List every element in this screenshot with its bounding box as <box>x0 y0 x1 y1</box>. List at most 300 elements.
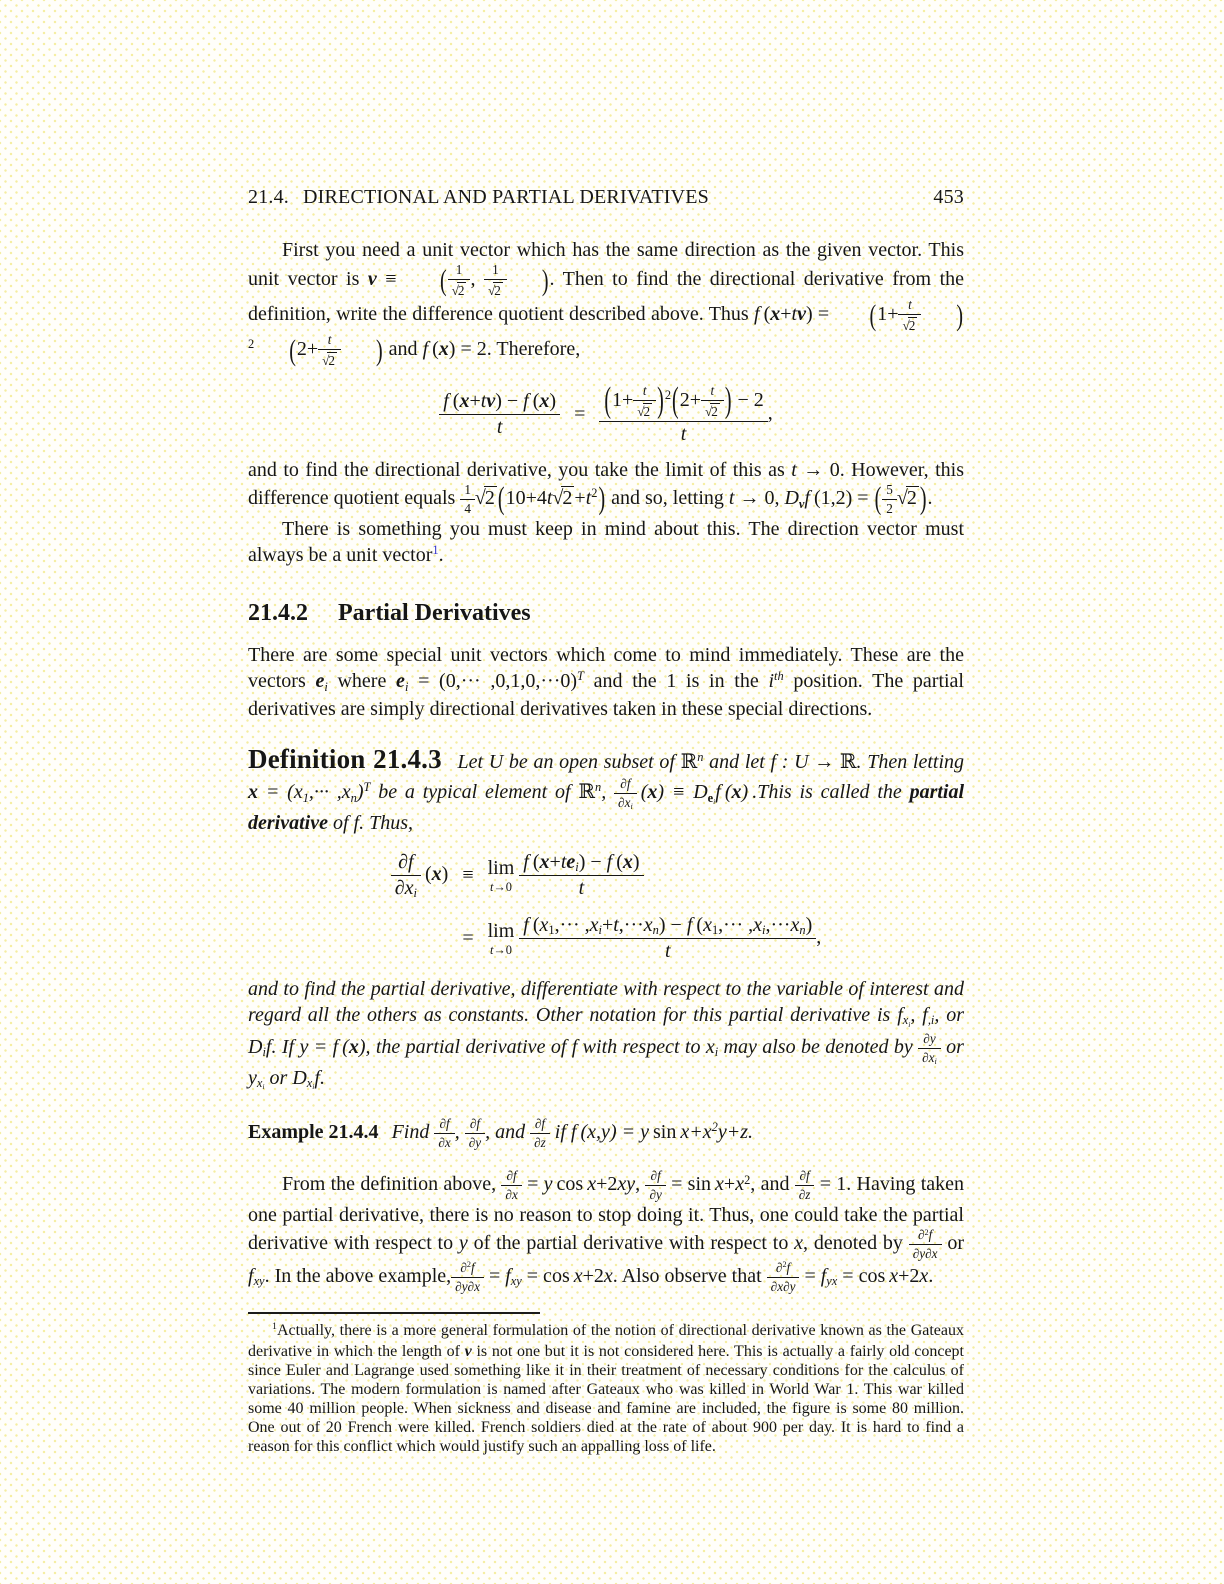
fraction-numerator <box>795 1169 815 1186</box>
italic-text: y <box>458 1232 468 1255</box>
equation-relation: ≡ <box>462 863 474 886</box>
fraction <box>448 263 471 298</box>
limit-subscript: t→0 <box>489 879 512 894</box>
block-label: Example 21.4.4 <box>248 1120 379 1143</box>
superscript: 2 <box>664 388 672 403</box>
italic-text: f <box>248 1264 254 1287</box>
superscript: 2 <box>591 486 598 501</box>
fraction-numerator: 1 <box>448 263 471 280</box>
italic-text: t <box>642 383 647 399</box>
chapter-title: DIRECTIONAL AND PARTIAL DERIVATIVES <box>303 186 709 208</box>
italic-text: f <box>770 751 777 774</box>
italic-text: x <box>735 1173 745 1196</box>
left-paren: ( <box>869 299 877 333</box>
italic-text: y <box>640 1120 649 1143</box>
italic-text: f <box>820 1264 827 1287</box>
italic-text: i <box>934 1057 937 1067</box>
fraction-numerator <box>391 852 421 876</box>
italic-text: x <box>306 1076 313 1091</box>
italic-text: D <box>693 781 708 804</box>
superscript <box>595 780 601 794</box>
subscript: 1 <box>302 790 309 805</box>
italic-text: y <box>475 1134 482 1150</box>
roman-text: ∂ <box>775 1259 783 1275</box>
italic-text: y <box>789 1278 796 1294</box>
para-partial-notation: and to find the partial derivative, differentiate with respect to the variable of interest and regard all the others as constants. Other notation for this partial derivative is fxi, f,i, or Dif. If y = f (x), the partial derivative of f with respect to xi may also be denoted by $\frac{\partial y}{\partial xi}$ or yxi or Dxif. <box>248 977 965 1092</box>
italic-text: z <box>740 1120 749 1143</box>
eq-difference-quotient <box>248 380 964 446</box>
fraction-denominator <box>501 1186 521 1202</box>
square-root <box>475 487 497 509</box>
superscript: 2 <box>744 1172 751 1187</box>
fraction <box>501 1169 521 1202</box>
italic-text: f <box>408 850 414 873</box>
italic-text: f <box>443 390 449 413</box>
italic-text: f <box>541 1115 546 1131</box>
italic-text: y <box>543 1173 553 1196</box>
italic-text: i <box>413 886 417 901</box>
fraction <box>795 1169 815 1202</box>
subscript <box>708 791 716 805</box>
equation-rhs <box>488 852 822 899</box>
equation-relation: = <box>462 926 474 949</box>
fraction <box>909 1228 942 1261</box>
running-header-left <box>248 186 709 209</box>
italic-text: x <box>919 1264 929 1287</box>
italic-text: x <box>702 1120 712 1143</box>
bold-italic-text: x <box>770 303 781 326</box>
roman-text: ℝ <box>680 751 698 774</box>
right-paren: ) <box>724 380 732 421</box>
left-paren: ( <box>672 380 679 421</box>
italic-text: f <box>422 338 429 361</box>
fraction-numerator <box>614 777 637 794</box>
fraction-denominator <box>909 1245 942 1261</box>
italic-text: f <box>353 811 360 834</box>
radical-sign: √ <box>637 403 644 419</box>
square-root <box>902 318 917 333</box>
italic-text: x <box>715 1173 724 1196</box>
subscript <box>826 1274 837 1288</box>
section-heading-title: Partial Derivatives <box>338 599 531 626</box>
subscript <box>799 923 805 937</box>
italic-text: f <box>806 1168 810 1184</box>
italic-text: t <box>327 332 332 348</box>
radicand: 2 <box>457 282 465 298</box>
italic-text: x <box>680 1120 690 1143</box>
roman-text: ∂ <box>799 1168 806 1184</box>
subscript <box>254 1274 265 1288</box>
roman-text: sin <box>648 1120 681 1143</box>
superscript: 2 <box>924 1227 929 1237</box>
fraction-numerator <box>645 1169 665 1186</box>
italic-text: i <box>262 1045 266 1060</box>
italic-text: f <box>445 1115 450 1131</box>
fraction-numerator <box>909 1228 942 1245</box>
italic-text: f <box>523 913 529 936</box>
italic-text: n <box>595 780 602 795</box>
fraction <box>318 333 341 368</box>
roman-text: ∂ <box>438 1134 445 1150</box>
radical-sign: √ <box>451 282 458 298</box>
roman-text: ∂ <box>468 1134 476 1150</box>
roman-text: ∂ <box>770 1278 778 1294</box>
italic-text: x <box>928 1049 935 1065</box>
italic-text: f <box>606 850 613 873</box>
italic-text: t <box>480 390 487 413</box>
fraction <box>882 483 897 516</box>
page-content <box>248 237 964 1456</box>
fraction-numerator: f (x+tv) − f (x) <box>439 391 560 415</box>
limit-subscript: t→0 <box>489 942 512 957</box>
italic-text: f <box>686 913 693 936</box>
subscript <box>414 886 417 900</box>
bold-italic-text: v <box>798 496 805 511</box>
italic-text: y <box>299 1035 309 1058</box>
italic-text: t <box>578 876 585 899</box>
italic-text: f <box>928 1227 933 1243</box>
subscript <box>935 1057 937 1066</box>
fraction <box>633 384 656 419</box>
radicand: 2 <box>484 487 495 510</box>
roman-text: ∂ <box>439 1115 446 1131</box>
fraction <box>898 298 921 333</box>
equation-lhs: $\frac{\partial f}{\partial xi}$ (x) <box>391 852 449 899</box>
example-21-4-4: Example 21.4.4 Find $\frac{\partial f}{\partial x}$ , $\frac{\partial f}{\partial y}$ , and $\frac{\partial f}{\partial z}$ if f (x,y) = y $\sin x+x^2y+z$. <box>248 1115 754 1150</box>
italic-text: D <box>292 1066 307 1089</box>
bold-italic-text: x <box>647 781 658 804</box>
subscript <box>307 1076 315 1090</box>
italic-text: t <box>489 942 494 957</box>
italic-text: i <box>768 670 774 693</box>
footnote-ref-link[interactable]: 1 <box>432 543 439 558</box>
italic-text: f <box>513 1168 517 1184</box>
italic-text: x <box>753 913 763 936</box>
italic-text: i <box>312 1082 315 1092</box>
italic-text: i <box>630 802 633 812</box>
bold-italic-text: x <box>248 781 258 804</box>
bold-italic-text: x <box>459 390 470 413</box>
fraction-denominator <box>614 794 637 810</box>
fraction-numerator <box>918 1032 941 1049</box>
fraction <box>614 777 637 810</box>
italic-text: D <box>248 1035 263 1058</box>
superscript: 2 <box>248 337 255 352</box>
italic-text: x <box>777 1278 784 1294</box>
italic-text: t <box>496 416 503 439</box>
italic-text: x <box>293 781 303 804</box>
fraction <box>701 384 724 419</box>
bold-italic-text: x <box>348 1035 359 1058</box>
roman-text: ℝ <box>839 751 857 774</box>
roman-text: ∂ <box>923 1030 930 1046</box>
italic-text: i <box>324 679 328 694</box>
italic-text: f <box>523 850 529 873</box>
radicand: 2 <box>711 403 718 419</box>
italic-text: t <box>791 303 798 326</box>
fraction-numerator <box>318 333 341 350</box>
subscript: 1 <box>711 923 719 938</box>
limit-operator <box>488 921 515 956</box>
bold-italic-text: x <box>539 390 550 413</box>
fraction-denominator <box>898 315 921 333</box>
italic-text: U <box>488 751 504 774</box>
equation-rhs: (1+ $\frac{t}{√2}$ )$^2$(2+ $\frac{t}{√2}$ ) − 2 t , <box>599 384 772 445</box>
fraction <box>451 1261 484 1294</box>
italic-text: f <box>571 1035 578 1058</box>
fraction-numerator <box>530 1117 550 1134</box>
italic-text: n <box>697 750 704 765</box>
italic-text: f <box>804 487 810 510</box>
fraction-numerator: 1 <box>460 483 475 500</box>
roman-text: ∂ <box>917 1227 925 1243</box>
italic-text: t <box>791 459 797 482</box>
limit-operator <box>488 858 515 893</box>
italic-text: t <box>680 423 687 446</box>
bold-italic-text: x <box>622 850 633 873</box>
left-paren: ( <box>497 481 505 518</box>
italic-text: t <box>489 879 494 894</box>
italic-text: x <box>587 1120 597 1143</box>
eq-partial-derivative-def <box>248 852 964 962</box>
roman-text: ∂ <box>649 1187 656 1203</box>
fraction-denominator <box>439 415 560 438</box>
fraction <box>519 915 816 962</box>
heading-partial-derivatives <box>248 600 964 626</box>
italic-text: x <box>931 1245 938 1261</box>
fraction-denominator <box>633 401 656 419</box>
fraction-denominator <box>448 280 471 298</box>
italic-text: x <box>511 1187 518 1203</box>
italic-text: t <box>710 383 715 399</box>
roman-text: ∂ <box>798 1187 806 1203</box>
left-paren: ( <box>439 264 447 298</box>
block-label: Definition 21.4.3 <box>248 744 442 775</box>
italic-text: x <box>703 913 712 936</box>
roman-text: ∂ <box>912 1245 920 1261</box>
fraction <box>767 1261 800 1294</box>
italic-text: th <box>774 669 784 684</box>
subscript <box>599 923 602 937</box>
italic-text: y <box>717 1120 727 1143</box>
bold-text: e <box>707 790 714 805</box>
subscript <box>511 1274 522 1288</box>
subscript <box>713 797 715 806</box>
square-root <box>488 283 503 298</box>
text-block <box>248 186 964 1456</box>
fraction-numerator: 5 <box>882 483 897 500</box>
para-from-definition: From the definition above, $\frac{\partial f}{\partial x}$ = y cos x+2xy, $\frac{\partial f}{\partial y}$ = $\sin x+x^2$, and $\frac{\partial f}{\partial z}$ = 1. Having taken one partial derivative, there is no reason to stop doing it. Thus, one could take the partial derivative with respect to y of the partial derivative with respect to x, denoted by $\frac{\partial^2f}{\partial y\partial x}$ or fxy. In the above example, $\frac{\partial^2f}{\partial y\partial x}$ = fxy = cos x+2x. Also observe that $\frac{\partial^2f}{\partial x\partial y}$ = fyx = cos x+2x. <box>248 1168 964 1294</box>
square-root <box>322 353 337 368</box>
italic-text: i <box>714 1045 719 1060</box>
subscript <box>903 1013 911 1027</box>
fraction-denominator <box>701 401 724 419</box>
bold-italic-text: v <box>367 268 377 291</box>
radicand: 2 <box>328 352 335 368</box>
superscript: 2 <box>711 1119 718 1134</box>
superscript <box>697 750 703 764</box>
subscript <box>257 1076 265 1090</box>
roman-text: ∂ <box>460 1259 467 1275</box>
right-paren: ) <box>541 264 549 298</box>
italic-text: t <box>728 487 735 510</box>
italic-text: U <box>794 751 809 774</box>
fraction-numerator <box>633 384 656 401</box>
roman-text: ∂ <box>505 1187 512 1203</box>
subscript <box>262 1045 265 1059</box>
fraction <box>391 852 421 899</box>
roman-text: ∂ <box>922 1049 929 1065</box>
italic-text: n <box>799 923 806 938</box>
limit-word: lim <box>487 856 515 879</box>
roman-text: ℝ <box>578 781 596 804</box>
radical-sign: √ <box>552 487 563 510</box>
roman-text: ∂ <box>650 1168 658 1184</box>
italic-text: y <box>601 1120 610 1143</box>
italic-text: y <box>248 1066 257 1089</box>
italic-text: i <box>404 679 409 694</box>
fraction-denominator <box>451 1278 484 1294</box>
fraction-denominator <box>484 280 507 298</box>
italic-text: t <box>664 939 671 962</box>
fraction-denominator <box>599 422 767 445</box>
roman-text: ∂ <box>394 876 405 899</box>
square-root <box>705 404 720 419</box>
fraction <box>645 1169 665 1202</box>
radicand: 2 <box>908 317 916 333</box>
italic-text: t <box>585 487 592 510</box>
fraction-numerator <box>465 1117 485 1134</box>
fraction-denominator <box>795 1186 815 1202</box>
footnote-rule <box>248 1312 540 1314</box>
roman-text: ∂ <box>618 795 625 811</box>
italic-text: T <box>577 669 584 684</box>
left-paren: ( <box>604 380 612 421</box>
italic-text: f <box>754 303 760 326</box>
equation-lhs <box>439 391 560 438</box>
italic-text: t <box>613 913 619 936</box>
fraction <box>918 1032 941 1065</box>
italic-text: x <box>794 1232 804 1255</box>
italic-text: i <box>598 923 602 938</box>
fraction <box>434 1117 454 1150</box>
superscript: 2 <box>466 1260 472 1270</box>
running-header <box>248 186 964 209</box>
italic-text: f <box>476 1115 481 1131</box>
footnote-area <box>248 1312 964 1456</box>
roman-text: ∂ <box>469 1115 477 1131</box>
superscript <box>774 669 784 683</box>
subscript: 1 <box>548 923 555 938</box>
italic-text: x <box>256 1076 263 1091</box>
radicand: 2 <box>643 403 651 419</box>
bold-italic-text: x <box>539 850 550 873</box>
subscript <box>405 680 408 694</box>
superscript <box>364 780 371 794</box>
italic-text: x <box>474 1278 480 1294</box>
fraction <box>530 1117 550 1150</box>
italic-text: x <box>790 913 800 936</box>
superscript: 1 <box>272 1321 277 1333</box>
fraction <box>599 380 767 446</box>
left-paren: ( <box>289 334 296 368</box>
italic-text: yx <box>826 1274 838 1289</box>
fraction-numerator: f (x1,··· ,xi+t,···xn) − f (x1,··· ,xi,···xn) <box>519 915 816 939</box>
fraction-numerator <box>451 1261 484 1278</box>
right-paren: ) <box>657 380 664 421</box>
section-heading-number: 21.4.2 <box>248 599 308 626</box>
subscript <box>908 1020 910 1029</box>
fraction <box>439 391 560 438</box>
right-paren: ) <box>376 334 383 368</box>
para-first: First you need a unit vector which has the same direction as the given vector. This unit vector is v ≡ ( $\frac{1}{√2}$ , $\frac{1}{√2}$ ). Then to find the directional derivative from the definition, write the difference quotient described above. Thus f (x+tv) = (1+ $\frac{t}{√2}$ )$^2$ (2+ $\frac{t}{√2}$ ) and f (x) = 2. Therefore, <box>248 237 964 368</box>
bold-italic-text: v <box>486 390 496 413</box>
fraction-numerator <box>501 1169 521 1186</box>
italic-text: z <box>540 1134 546 1150</box>
definition-21-4-3: Definition 21.4.3 Let U be an open subset of ℝ$^n$ and let f : U → ℝ. Then letting $x = (x1,\cdot\cdot\cdot ,xn)^T$ be a typical element of ℝ$^n$, $\frac{\partial f}{\partial xi}$ (x) ≡ Deif (x) .This is called the partial derivative of f. Thus, <box>248 744 965 834</box>
bold-italic-text: v <box>797 303 806 326</box>
radical-sign: √ <box>704 403 712 419</box>
fraction-denominator: 4 <box>464 500 471 516</box>
subscript <box>324 680 327 694</box>
italic-text: f <box>715 781 721 804</box>
subscript <box>575 860 578 874</box>
italic-text: xy <box>253 1274 265 1289</box>
fraction <box>465 1117 485 1150</box>
italic-text: f <box>657 1168 661 1184</box>
fraction-numerator <box>434 1117 454 1134</box>
italic-text: D <box>784 487 799 510</box>
roman-text: ∂ <box>398 850 409 873</box>
italic-text: t <box>560 850 567 873</box>
square-root <box>897 487 919 509</box>
square-root <box>452 283 467 298</box>
italic-text: f <box>523 390 529 413</box>
bold-italic-text: x <box>731 781 742 804</box>
italic-text: T <box>363 780 371 795</box>
fraction-denominator <box>519 939 816 962</box>
fraction-numerator: f (x+tei) − f (x) <box>519 852 643 876</box>
roman-text: ∂ <box>925 1245 932 1261</box>
subscript <box>630 802 632 811</box>
para-limit: and to find the directional derivative, you take the limit of this as t → 0. However, this difference quotient equals $\frac{1}{4}$ √2 $(10+4t√2 +t^2)$ and so, letting t → 0, Dvf (1,2) = ( $\frac{5}{2}$ √2 ). <box>248 457 964 516</box>
radical-sign: √ <box>487 282 495 298</box>
italic-text: i <box>908 1019 911 1029</box>
fraction-denominator <box>465 1134 485 1150</box>
italic-text: f <box>626 776 631 792</box>
italic-text: y <box>655 1187 662 1203</box>
fraction-numerator: (1+ $\frac{t}{√2}$ )$^2$(2+ $\frac{t}{√2}$ ) − 2 <box>599 384 767 422</box>
fraction-numerator <box>701 384 724 401</box>
page-number: 453 <box>933 186 964 208</box>
italic-text: x <box>902 1013 909 1028</box>
subscript <box>351 791 357 805</box>
fraction-denominator <box>645 1186 665 1202</box>
italic-text: i <box>713 796 716 806</box>
italic-text: x <box>444 1134 451 1150</box>
italic-text: x <box>643 913 653 936</box>
roman-text: ∂ <box>534 1134 541 1150</box>
bold-italic-text: e <box>315 670 325 693</box>
radical-sign: √ <box>902 317 909 333</box>
italic-text: z <box>805 1187 811 1203</box>
equation-rhs: lim t→0 $\frac{f (x1,\cdot\cdot\cdot ,xi+t,\cdot\cdot\cdot xn) - f (x1,\cdot\cdot\cdot ,xi,\cdot\cdot\cdot xn)}{t}$ , <box>487 913 822 962</box>
roman-text: ∂ <box>534 1115 542 1131</box>
para-keep-in-mind: There is something you must keep in mind about this. The direction vector must always be a unit vector$^1$. <box>248 517 964 566</box>
italic-text: f <box>332 1035 339 1058</box>
italic-text: x <box>889 1264 899 1287</box>
radical-sign: √ <box>474 487 485 510</box>
